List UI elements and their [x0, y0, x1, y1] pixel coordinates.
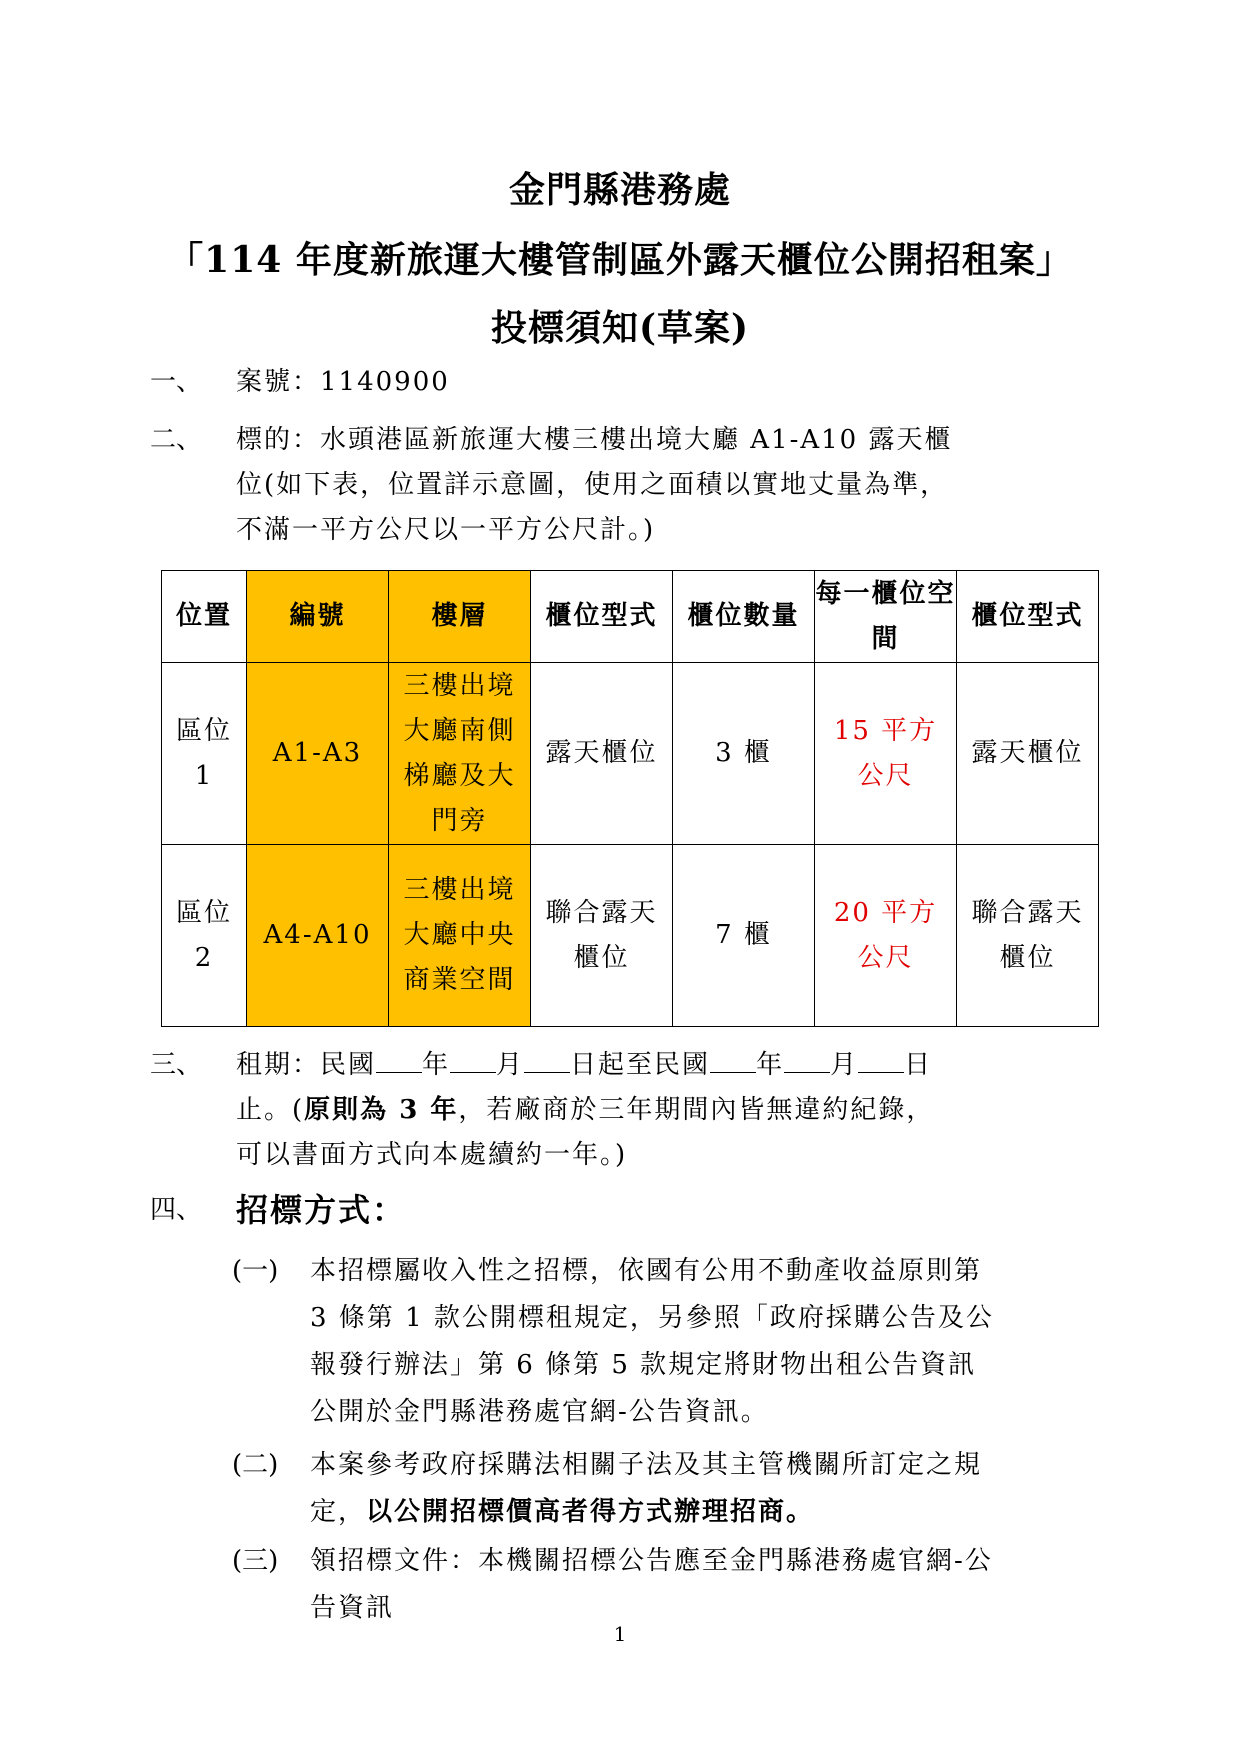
header-cell: 樓層: [389, 571, 531, 663]
table-cell: A1-A3: [247, 663, 389, 845]
document-title: 投標須知(草案): [490, 307, 750, 349]
month-label: 月: [496, 1050, 525, 1080]
blank-field: [710, 1046, 756, 1073]
subitem-number: (二): [232, 1450, 279, 1480]
table-row: [162, 663, 1099, 845]
blank-field: [450, 1046, 496, 1073]
booth-table: [161, 570, 1099, 1027]
table-cell: 露天櫃位: [531, 663, 673, 845]
table-cell: 區位 1: [162, 663, 247, 845]
table-cell: 7 櫃: [673, 845, 815, 1027]
table-cell: 15 平方公尺: [815, 663, 957, 845]
item-text: [236, 1043, 956, 1178]
table-cell: 聯合露天櫃位: [957, 845, 1099, 1027]
table-header-row: [162, 571, 1099, 663]
subitem-text: 領招標文件：本機關招標公告應至金門縣港務處官網-公告資訊: [310, 1546, 993, 1623]
subitem-number: (一): [232, 1256, 279, 1286]
item-number: 一、: [150, 367, 203, 397]
table-cell: 20 平方公尺: [815, 845, 957, 1027]
table-cell: 區位 2: [162, 845, 247, 1027]
item-text: 案號：1140900: [236, 367, 450, 397]
header-cell: 櫃位型式: [957, 571, 1099, 663]
year-label: 年: [422, 1050, 451, 1080]
org-title: 金門縣港務處: [508, 169, 731, 211]
page-number: 1: [613, 1622, 627, 1646]
header-cell: 櫃位數量: [673, 571, 815, 663]
case-title: 「114 年度新旅運大樓管制區外露天櫃位公開招租案」: [167, 239, 1073, 281]
header-cell: 編號: [247, 571, 389, 663]
subitem-plain-text: 本案參考政府採購法相關子法及其主管機關所訂定之規定，: [310, 1450, 983, 1527]
blank-field: [858, 1046, 904, 1073]
day-label: 日起至民國: [570, 1050, 711, 1080]
blank-field: [376, 1046, 422, 1073]
table-row: [162, 845, 1099, 1027]
item-number: 四、: [150, 1195, 203, 1225]
subitem-bold-text: 以公開招標價高者得方式辦理招商。: [366, 1497, 815, 1527]
blank-field: [524, 1046, 570, 1073]
table-cell: 三樓出境大廳中央商業空間: [389, 845, 531, 1027]
year-label: 年: [756, 1050, 785, 1080]
subitem-text: 本招標屬收入性之招標，依國有公用不動產收益原則第 3 條第 1 款公開標租規定，另參照「政府採購公告及公報發行辦法」第 6 條第 5 款規定將財物出租公告資訊公開於金門縣港務處官網-公告資訊。: [310, 1256, 994, 1427]
item-number: 三、: [150, 1050, 203, 1080]
table-cell: 露天櫃位: [957, 663, 1099, 845]
header-cell: 每一櫃位空間: [815, 571, 957, 663]
table-cell: 聯合露天櫃位: [531, 845, 673, 1027]
month-label: 月: [830, 1050, 859, 1080]
lease-term-bold: 原則為 3 年: [304, 1095, 459, 1125]
header-cell: 櫃位型式: [531, 571, 673, 663]
table-cell: 3 櫃: [673, 663, 815, 845]
day-label: 日止。(: [236, 1050, 933, 1125]
item-text: 標的：水頭港區新旅運大樓三樓出境大廳 A1-A10 露天櫃位(如下表，位置詳示意圖，使用之面積以實地丈量為準，不滿一平方公尺以一平方公尺計。): [236, 425, 953, 545]
lease-prefix: 租期：民國: [236, 1050, 377, 1080]
lease-renewal-text: ，若廠商於三年期間內皆無違約紀錄，可以書面方式向本處續約一年。): [236, 1095, 935, 1170]
item-heading: 招標方式：: [236, 1191, 407, 1229]
blank-field: [784, 1046, 830, 1073]
subitem-text: [310, 1442, 1004, 1536]
table-cell: A4-A10: [247, 845, 389, 1027]
header-cell: 位置: [162, 571, 247, 663]
table-cell: 三樓出境大廳南側梯廳及大門旁: [389, 663, 531, 845]
item-number: 二、: [150, 425, 203, 455]
subitem-number: (三): [232, 1546, 279, 1576]
